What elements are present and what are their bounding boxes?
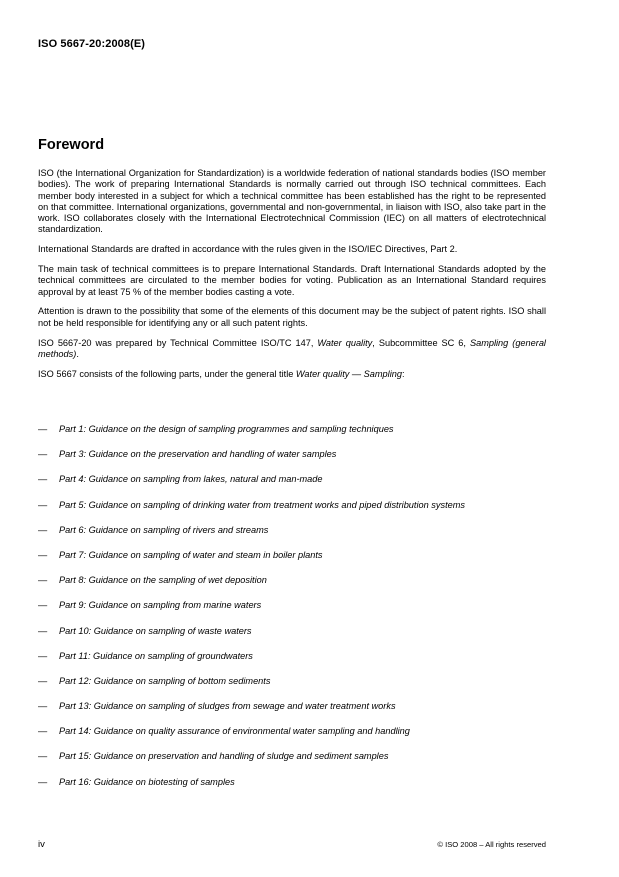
paragraph-prepared-by bbox=[38, 338, 546, 361]
part-title: Part 1: Guidance on the design of sampling programmes and sampling techniques bbox=[59, 424, 394, 434]
parts-intro-end: : bbox=[401, 368, 405, 379]
list-item bbox=[38, 500, 558, 525]
paragraph-committees: The main task of technical committees is to prepare International Standards. Draft International Standards adopted by the technical committees are circulated to the member bodies for voting. Publication as an International Standard requires approval by at least 75 % of the member bodies casting a vote. bbox=[38, 264, 546, 297]
prepared-by-end: . bbox=[76, 348, 79, 359]
list-dash: — bbox=[38, 751, 48, 762]
list-dash: — bbox=[38, 474, 48, 485]
part-title: Part 3: Guidance on the preservation and handling of water samples bbox=[59, 449, 337, 460]
list-item bbox=[38, 676, 558, 701]
part-title: Part 5: Guidance on sampling of drinking water from treatment works and piped distribution systems bbox=[59, 499, 465, 510]
part-title: Part 10: Guidance on sampling of waste waters bbox=[59, 625, 252, 636]
list-item bbox=[38, 726, 558, 751]
paragraph-patent: Attention is drawn to the possibility that some of the elements of this document may be the subject of patent rights. ISO shall not be held responsible for identifying any or all such patent rights. bbox=[38, 306, 546, 328]
subcommittee-text: , Subcommittee SC 6, bbox=[372, 337, 470, 348]
list-item bbox=[38, 651, 558, 676]
list-item bbox=[38, 751, 558, 776]
part-title: Part 4: Guidance on sampling from lakes, natural and man-made bbox=[59, 474, 323, 485]
list-dash: — bbox=[38, 524, 48, 535]
part-title: Part 15: Guidance on preservation and handling of sludge and sediment samples bbox=[59, 751, 389, 762]
prepared-by-text: ISO 5667-20 was prepared by Technical Committee ISO/TC 147, bbox=[38, 337, 318, 348]
part-title: Part 16: Guidance on biotesting of samples bbox=[59, 776, 235, 787]
list-dash: — bbox=[38, 499, 48, 510]
list-item bbox=[38, 777, 558, 802]
general-title: Water quality — Sampling bbox=[295, 368, 402, 379]
document-id: ISO 5667-20:2008(E) bbox=[38, 38, 146, 50]
part-title: Part 13: Guidance on sampling of sludges from sewage and water treatment works bbox=[59, 701, 396, 712]
parts-list bbox=[38, 424, 558, 802]
paragraph-parts-intro bbox=[38, 369, 546, 380]
list-dash: — bbox=[38, 549, 48, 560]
list-item bbox=[38, 550, 558, 575]
page-number: iv bbox=[38, 839, 45, 850]
part-title: Part 11: Guidance on sampling of groundwaters bbox=[59, 650, 253, 661]
list-item bbox=[38, 600, 558, 625]
list-dash: — bbox=[38, 449, 48, 460]
list-dash: — bbox=[38, 600, 48, 611]
paragraph-directives: International Standards are drafted in accordance with the rules given in the ISO/IEC Directives, Part 2. bbox=[38, 244, 458, 255]
list-item bbox=[38, 575, 558, 600]
part-title: Part 12: Guidance on sampling of bottom sediments bbox=[59, 675, 271, 686]
list-dash: — bbox=[38, 726, 48, 737]
list-dash: — bbox=[38, 575, 48, 586]
page-title: Foreword bbox=[38, 137, 105, 153]
list-item bbox=[38, 449, 558, 474]
part-title: Part 8: Guidance on the sampling of wet deposition bbox=[59, 575, 267, 586]
list-dash: — bbox=[38, 424, 48, 434]
paragraph-iso-federation: ISO (the International Organization for Standardization) is a worldwide federation of national standards bodies (ISO member bodies). The work of preparing International Standards is normally carried out through ISO technical committees. Each member body interested in a subject for which a technical committee has been established has the right to be represented on that committee. International organizations, governmental and non-governmental, in liaison with ISO, also take part in the work. ISO collaborates closely with the International Electrotechnical Commission (IEC) on all matters of electrotechnical standardization. bbox=[38, 168, 546, 235]
part-title: Part 14: Guidance on quality assurance of environmental water sampling and handling bbox=[59, 726, 410, 737]
list-dash: — bbox=[38, 701, 48, 712]
list-dash: — bbox=[38, 625, 48, 636]
committee-title: Water quality bbox=[317, 337, 373, 348]
list-item bbox=[38, 474, 558, 499]
foreword-body bbox=[38, 168, 546, 388]
list-dash: — bbox=[38, 675, 48, 686]
list-item bbox=[38, 626, 558, 651]
list-item bbox=[38, 525, 558, 550]
list-item bbox=[38, 701, 558, 726]
part-title: Part 7: Guidance on sampling of water and steam in boiler plants bbox=[59, 549, 323, 560]
copyright-notice: © ISO 2008 – All rights reserved bbox=[437, 840, 546, 849]
part-title: Part 9: Guidance on sampling from marine waters bbox=[59, 600, 262, 611]
part-title: Part 6: Guidance on sampling of rivers and streams bbox=[59, 524, 269, 535]
list-item bbox=[38, 424, 558, 449]
list-dash: — bbox=[38, 650, 48, 661]
list-dash: — bbox=[38, 776, 48, 787]
parts-intro-text: ISO 5667 consists of the following parts, under the general title bbox=[38, 368, 296, 379]
subcommittee-title: Sampling (general methods) bbox=[38, 337, 546, 359]
